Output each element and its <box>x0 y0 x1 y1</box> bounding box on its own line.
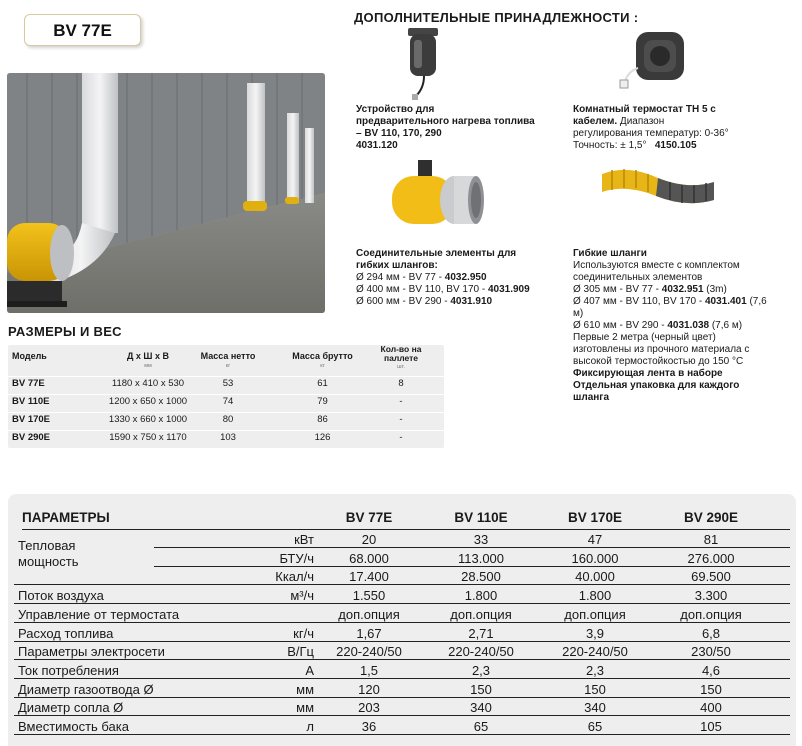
col-model: Модель <box>12 351 47 361</box>
param-label: Вместимость бака <box>18 719 129 734</box>
heater-installation-image <box>7 73 325 313</box>
param-value: 65 <box>587 719 603 734</box>
param-value: 17.400 <box>349 569 389 585</box>
model-badge: BV 77E <box>24 14 141 46</box>
param-value: 150 <box>700 681 722 697</box>
param-value: 28.500 <box>461 569 501 585</box>
param-value: 3.300 <box>694 588 728 604</box>
preheater-image <box>402 26 448 107</box>
param-value: 150 <box>470 681 492 697</box>
param-unit: м³/ч <box>290 588 314 604</box>
parameters-title: ПАРАМЕТРЫ <box>22 510 110 525</box>
param-row <box>14 680 790 698</box>
param-value: 230/50 <box>691 644 731 660</box>
param-value: 220-240/50 <box>336 644 402 660</box>
table-row: BV 170E 1330 x 660 x 1000 80 86 - <box>8 412 444 426</box>
product-photo <box>7 73 325 313</box>
accessories-title: ДОПОЛНИТЕЛЬНЫЕ ПРИНАДЛЕЖНОСТИ : <box>354 10 639 25</box>
param-value: 68.000 <box>349 550 389 566</box>
connectors-description: Соединительные элементы для гибких шлангов: Ø 294 мм - BV 77 - 4032.950 Ø 400 мм - BV 110, BV 170 - 4031.909 Ø 600 мм - BV 290 - 4031.910 <box>356 248 530 307</box>
param-value: 20 <box>361 532 377 547</box>
hose-image <box>598 160 718 215</box>
param-unit: Ккал/ч <box>275 569 314 585</box>
param-value: 2,3 <box>471 662 491 678</box>
col-gross-mass: Масса брутто кг <box>292 351 353 369</box>
param-value: доп.опция <box>564 606 626 622</box>
param-value: 220-240/50 <box>448 644 514 660</box>
param-value: 1,5 <box>359 662 379 678</box>
param-value: 33 <box>473 532 489 547</box>
param-value: 120 <box>358 681 380 697</box>
param-unit: кг/ч <box>293 625 314 641</box>
param-value: 150 <box>584 681 606 697</box>
param-value: 276.000 <box>687 550 735 566</box>
model-header-bv110e: BV 110E <box>454 510 508 525</box>
param-unit: БТУ/ч <box>279 550 314 566</box>
param-label: Расход топлива <box>18 625 114 641</box>
row-divider <box>14 734 790 735</box>
param-value: 6,8 <box>701 625 721 641</box>
param-value: 1.800 <box>464 588 498 604</box>
dimensions-title: РАЗМЕРЫ И ВЕС <box>8 324 122 339</box>
param-value: 105 <box>700 719 722 734</box>
param-unit: кВт <box>294 532 314 547</box>
param-value: 1.800 <box>578 588 612 604</box>
param-value: 220-240/50 <box>562 644 628 660</box>
param-value: 65 <box>473 719 489 734</box>
param-row <box>14 624 790 642</box>
param-label: Параметры электросети <box>18 644 165 660</box>
dimensions-table <box>8 345 444 448</box>
table-row: BV 77E 1180 x 410 x 530 53 61 8 <box>8 376 444 390</box>
param-value: 400 <box>700 700 722 716</box>
dimensions-header <box>8 345 444 375</box>
table-row: BV 290E 1590 x 750 x 1170 103 126 - <box>8 430 444 444</box>
param-row <box>14 586 790 604</box>
param-unit: A <box>305 662 314 678</box>
param-label: Ток потребления <box>18 662 119 678</box>
param-unit: л <box>306 719 314 734</box>
param-row <box>14 605 790 623</box>
hoses-description: Гибкие шланги Используются вместе с комплектом соединительных элементов Ø 305 мм - BV 77 - 4032.951 (3m) Ø 407 мм - BV 110, BV 170 - 4031.401 (7,6 м) Ø 610 мм - BV 290 - 4031.038 (7,6 м) Первые 2 метра (черный цвет) изготовлены из прочного материала с высокой термостойкостью до 150 °С Фиксирующая лента в наборе Отдельная упаковка для каждого шланга <box>573 248 767 403</box>
param-value: 340 <box>470 700 492 716</box>
param-row <box>14 567 790 585</box>
param-value: 4,6 <box>701 662 721 678</box>
param-value: 69.500 <box>691 569 731 585</box>
param-value: 340 <box>584 700 606 716</box>
param-unit: В/Гц <box>287 644 314 660</box>
param-value: 2,71 <box>468 625 494 641</box>
param-value: 47 <box>587 532 603 547</box>
param-value: 40.000 <box>575 569 615 585</box>
param-label: Диаметр сопла Ø <box>18 700 124 716</box>
param-value: доп.опция <box>338 606 400 622</box>
model-header-bv290e: BV 290E <box>683 510 739 525</box>
model-header-bv170e: BV 170E <box>567 510 623 525</box>
param-row <box>14 661 790 679</box>
param-value: 203 <box>358 700 380 716</box>
param-label: Поток воздуха <box>18 588 104 604</box>
connector-image <box>388 158 484 247</box>
param-value: 160.000 <box>571 550 619 566</box>
param-value: 113.000 <box>457 550 505 566</box>
heat-output-label: Тепловая мощность <box>18 538 79 569</box>
model-header-bv77e: BV 77E <box>345 510 393 525</box>
param-value: доп.опция <box>680 606 742 622</box>
param-value: 36 <box>361 719 377 734</box>
param-row <box>14 698 790 716</box>
col-pallet-qty: Кол-во на паллете шт. <box>380 344 422 370</box>
param-value: доп.опция <box>450 606 512 622</box>
param-value: 1.550 <box>352 588 386 604</box>
param-unit: мм <box>296 700 314 716</box>
param-label: Диаметр газоотвода Ø <box>18 681 154 697</box>
param-label: Управление от термостата <box>18 606 180 622</box>
thermostat-image <box>608 28 688 95</box>
param-value: 1,67 <box>356 625 382 641</box>
param-row <box>14 549 790 567</box>
col-size: Д х Ш х В мм <box>127 351 169 369</box>
param-row <box>14 530 790 548</box>
param-value: 2,3 <box>585 662 605 678</box>
preheater-description: Устройство для предварительного нагрева топлива – BV 110, 170, 290 4031.120 <box>356 104 535 151</box>
param-row <box>14 642 790 660</box>
param-value: 81 <box>703 532 719 547</box>
param-unit: мм <box>296 681 314 697</box>
col-net-mass: Масса нетто кг <box>200 351 256 369</box>
param-row <box>14 717 790 735</box>
thermostat-description: Комнатный термостат TH 5 с кабелем. Диапазон регулирования температур: 0-36° Точность: ± 1,5° 4150.105 <box>573 104 729 151</box>
param-value: 3,9 <box>585 625 605 641</box>
table-row: BV 110E 1200 x 650 x 1000 74 79 - <box>8 394 444 408</box>
